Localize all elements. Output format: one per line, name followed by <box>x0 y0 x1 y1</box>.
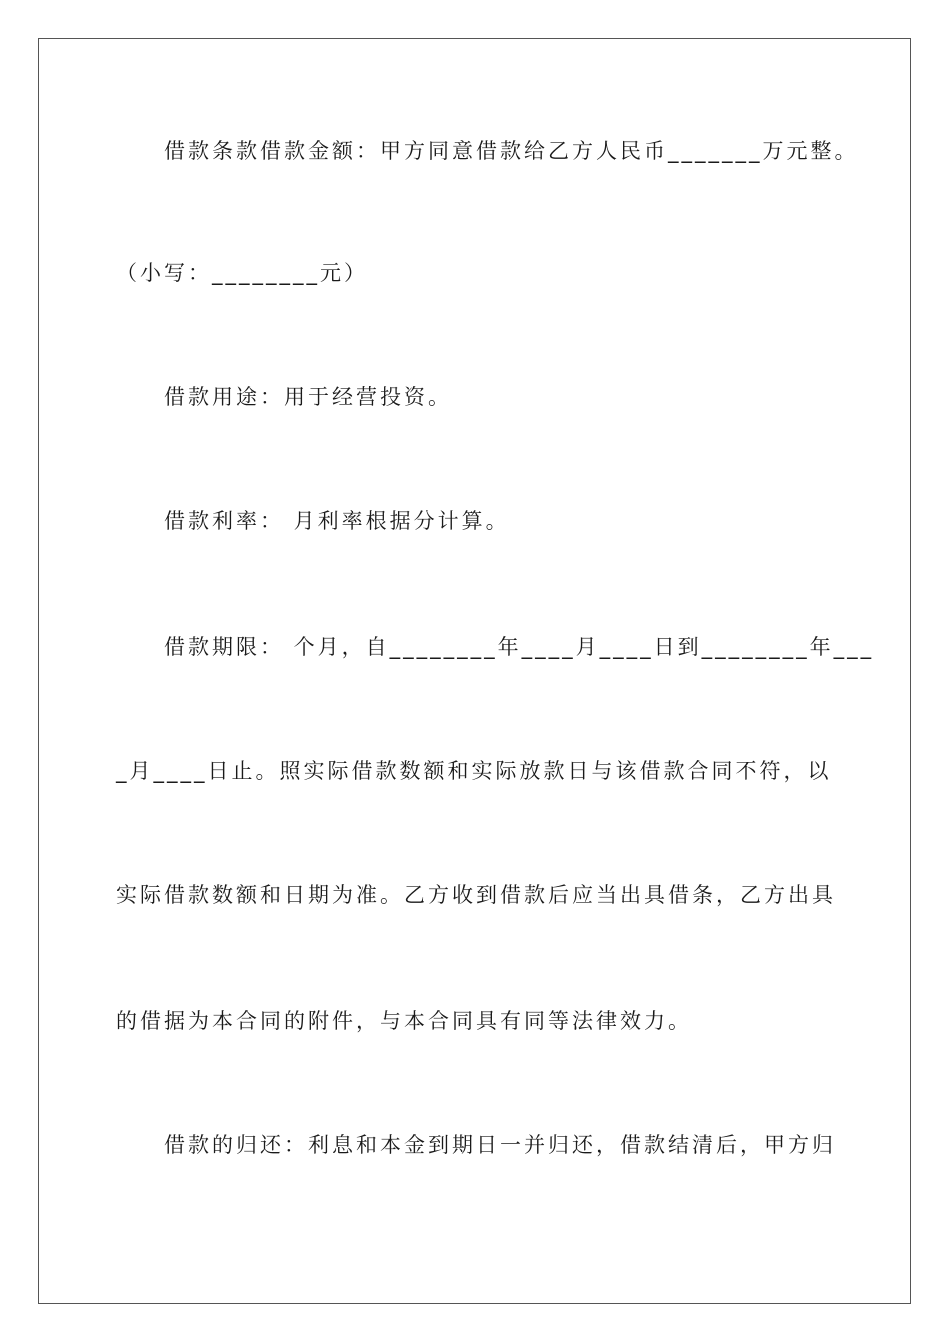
clause-loan-term-continued-2: 实际借款数额和日期为准。乙方收到借款后应当出具借条，乙方出具 <box>116 883 836 907</box>
amount-in-figures: （小写：________元） <box>116 261 368 285</box>
clause-loan-amount: 借款条款借款金额：甲方同意借款给乙方人民币_______万元整。 <box>164 139 859 163</box>
clause-loan-term-continued-3: 的借据为本合同的附件，与本合同具有同等法律效力。 <box>116 1009 692 1033</box>
clause-interest-rate: 借款利率： 月利率根据分计算。 <box>164 509 510 533</box>
clause-repayment: 借款的归还：利息和本金到期日一并归还，借款结清后，甲方归 <box>164 1133 836 1157</box>
clause-loan-purpose: 借款用途：用于经营投资。 <box>164 385 452 409</box>
clause-loan-term: 借款期限： 个月，自________年____月____日到________年___ <box>164 635 875 659</box>
clause-loan-term-continued-1: _月____日止。照实际借款数额和实际放款日与该借款合同不符，以 <box>116 759 832 783</box>
page-border <box>38 38 911 1304</box>
